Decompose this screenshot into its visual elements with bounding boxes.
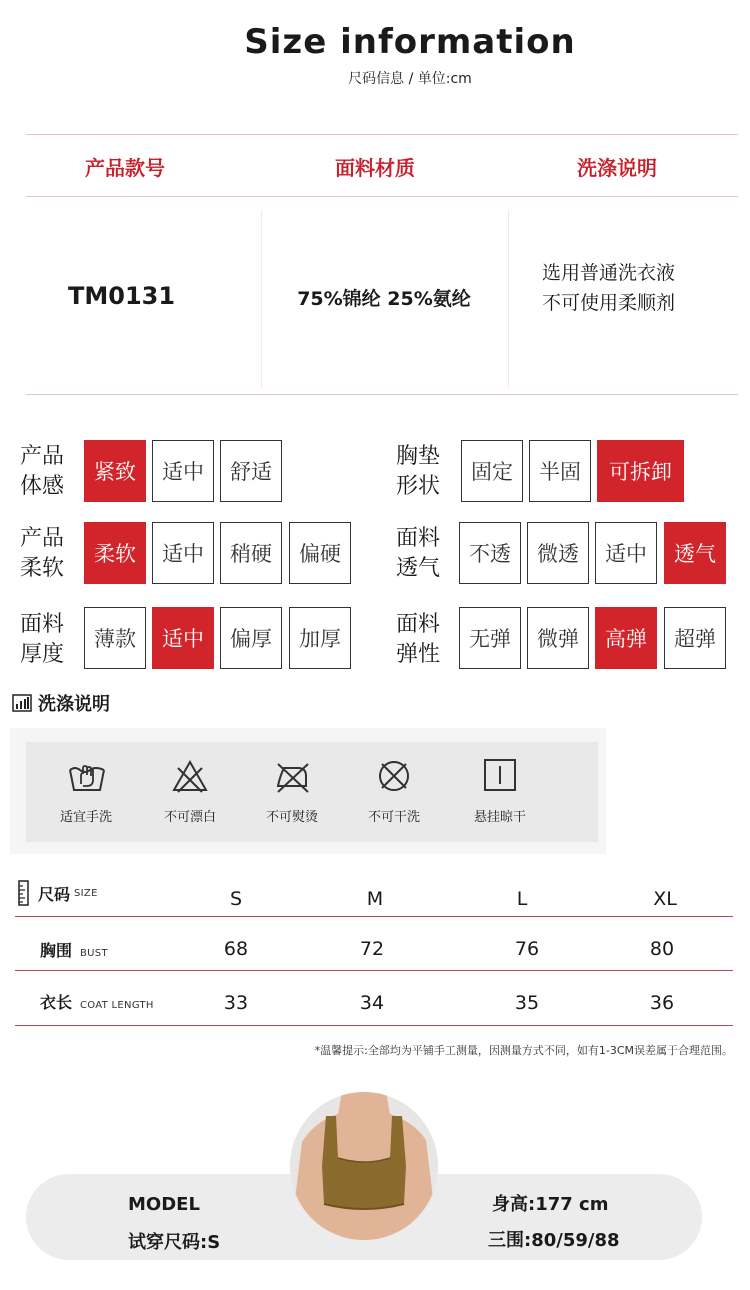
hang-dry-icon [480, 756, 520, 796]
attr-label-pad: 胸垫 形状 [396, 444, 441, 499]
wash-instruction-line: 选用普通洗衣液 [542, 262, 676, 284]
option-hard[interactable]: 偏硬 [289, 522, 351, 584]
size-table-header [18, 880, 98, 906]
attr-label-breathability: 面料 透气 [396, 526, 441, 581]
option-moderate[interactable]: 适中 [595, 522, 657, 584]
option-super-stretch[interactable]: 超弹 [664, 607, 726, 669]
model-try-size: 试穿尺码:S [128, 1232, 221, 1253]
option-no-stretch[interactable]: 无弹 [459, 607, 521, 669]
table-column-divider [508, 210, 509, 388]
option-not-breathable[interactable]: 不透 [459, 522, 521, 584]
model-code: TM0131 [68, 282, 176, 310]
size-title: 尺码 [38, 884, 71, 904]
model-height: 身高:177 cm [492, 1194, 609, 1215]
option-moderate[interactable]: 适中 [152, 607, 214, 669]
size-col-xl: XL [653, 888, 677, 910]
option-fixed[interactable]: 固定 [461, 440, 523, 502]
table-header-divider [26, 196, 738, 197]
size-table-divider [15, 1025, 733, 1026]
option-moderate[interactable]: 适中 [152, 522, 214, 584]
measurement-note: *温馨提示:全部均为平铺手工测量，因测量方式不同，如有1-3CM误差属于合理范围。 [314, 1044, 733, 1057]
table-cell: 68 [223, 938, 249, 960]
model-label: MODEL [128, 1194, 200, 1215]
row-label-coat-length: 衣长 COAT LENGTH [40, 993, 154, 1012]
no-bleach-icon [170, 756, 210, 796]
option-thick[interactable]: 加厚 [289, 607, 351, 669]
header-wash: 洗涤说明 [577, 156, 657, 180]
option-moderate[interactable]: 适中 [152, 440, 214, 502]
care-label-hand-wash: 适宜手洗 [59, 810, 112, 825]
option-high-stretch[interactable]: 高弹 [595, 607, 657, 669]
option-slightly-breathable[interactable]: 微透 [527, 522, 589, 584]
option-slight-stretch[interactable]: 微弹 [527, 607, 589, 669]
no-dry-clean-icon [374, 756, 414, 796]
hand-wash-icon [67, 756, 107, 796]
care-label-no-iron: 不可熨烫 [265, 810, 318, 825]
row-label-bust: 胸围 BUST [40, 941, 108, 960]
table-top-divider [26, 134, 738, 135]
table-cell: 34 [359, 992, 385, 1014]
ruler-icon [18, 880, 30, 906]
fabric-composition: 75%锦纶 25%氨纶 [297, 288, 471, 310]
no-iron-icon [272, 756, 312, 796]
attr-label-thickness: 面料 厚度 [20, 612, 65, 667]
model-measurements: 三围:80/59/88 [488, 1230, 620, 1251]
page-subtitle: 尺码信息 / 单位:cm [348, 71, 472, 87]
size-table-divider [15, 970, 733, 971]
table-cell: 80 [649, 938, 675, 960]
attr-label-feel: 产品 体感 [20, 444, 65, 499]
page-title: Size information [244, 22, 576, 62]
model-photo [290, 1092, 438, 1240]
care-label-hang-dry: 悬挂晾干 [473, 810, 526, 825]
option-thickish[interactable]: 偏厚 [220, 607, 282, 669]
care-label-no-bleach: 不可漂白 [163, 810, 216, 825]
wash-section-title: 洗涤说明 [38, 694, 110, 715]
bar-chart-icon [12, 694, 32, 712]
attr-label-elasticity: 面料 弹性 [396, 612, 441, 667]
option-comfortable[interactable]: 舒适 [220, 440, 282, 502]
size-table-divider [15, 916, 733, 917]
table-cell: 36 [649, 992, 675, 1014]
size-title-sub: SIZE [74, 887, 98, 899]
table-cell: 76 [514, 938, 540, 960]
option-thin[interactable]: 薄款 [84, 607, 146, 669]
option-removable[interactable]: 可拆卸 [597, 440, 684, 502]
table-cell: 35 [514, 992, 540, 1014]
option-soft[interactable]: 柔软 [84, 522, 146, 584]
size-col-s: S [229, 888, 243, 910]
table-cell: 33 [223, 992, 249, 1014]
header-fabric: 面料材质 [335, 156, 415, 180]
option-breathable[interactable]: 透气 [664, 522, 726, 584]
wash-instruction-line: 不可使用柔顺剂 [542, 292, 676, 314]
care-label-no-dry-clean: 不可干洗 [367, 810, 420, 825]
option-semi-fixed[interactable]: 半固 [529, 440, 591, 502]
size-col-l: L [516, 888, 528, 910]
option-slightly-hard[interactable]: 稍硬 [220, 522, 282, 584]
table-cell: 72 [359, 938, 385, 960]
option-tight[interactable]: 紧致 [84, 440, 146, 502]
size-col-m: M [366, 888, 384, 910]
table-bottom-divider [26, 394, 738, 395]
attr-label-softness: 产品 柔软 [20, 526, 65, 581]
wash-section-header [12, 690, 110, 716]
header-model-code: 产品款号 [85, 156, 165, 180]
